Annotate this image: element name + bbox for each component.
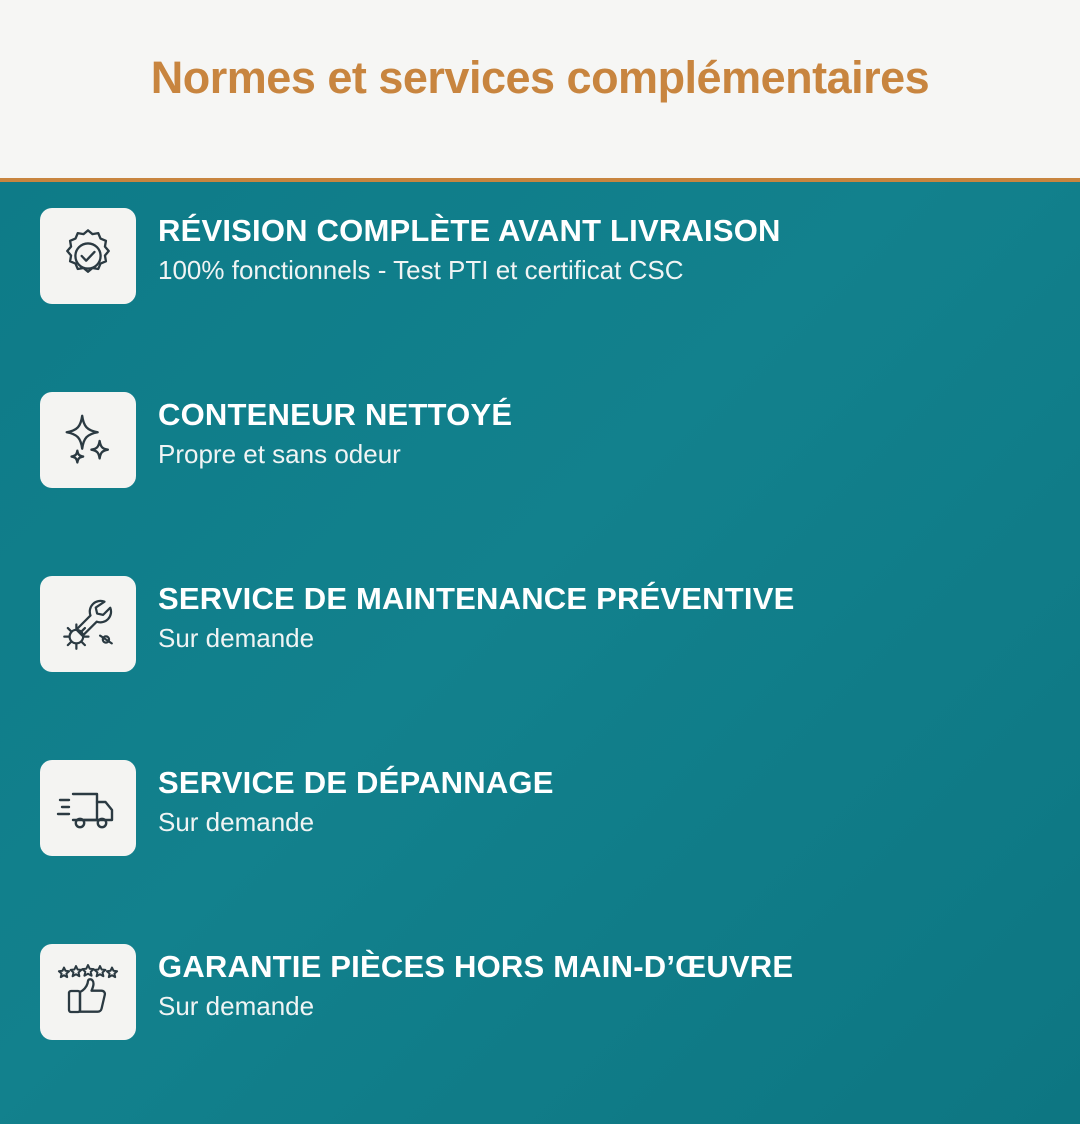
- feature-item: [0, 940, 1080, 1122]
- feature-text: [158, 388, 512, 470]
- feature-list: [0, 204, 1080, 1124]
- feature-title: CONTENEUR NETTOYÉ: [158, 397, 513, 432]
- wrench-gear-icon: [40, 576, 136, 672]
- feature-text: [158, 940, 793, 1022]
- feature-subtitle: Sur demande: [158, 990, 315, 1021]
- feature-title: GARANTIE PIÈCES HORS MAIN-D’ŒUVRE: [158, 949, 794, 984]
- feature-subtitle: Sur demande: [158, 806, 315, 837]
- feature-title: SERVICE DE MAINTENANCE PRÉVENTIVE: [158, 581, 795, 616]
- feature-item: [0, 204, 1080, 386]
- truck-icon: [40, 760, 136, 856]
- feature-item: [0, 756, 1080, 938]
- header: [0, 0, 1080, 178]
- features-section: [0, 182, 1080, 1124]
- feature-text: [158, 204, 781, 286]
- page-title: Normes et services complémentaires: [150, 52, 930, 103]
- feature-title: SERVICE DE DÉPANNAGE: [158, 765, 554, 800]
- feature-item: [0, 572, 1080, 754]
- feature-subtitle: Sur demande: [158, 622, 315, 653]
- sparkle-icon: [40, 392, 136, 488]
- feature-title: RÉVISION COMPLÈTE AVANT LIVRAISON: [158, 213, 781, 248]
- feature-subtitle: Propre et sans odeur: [158, 438, 401, 469]
- feature-subtitle: 100% fonctionnels - Test PTI et certificat CSC: [158, 254, 684, 285]
- feature-item: [0, 388, 1080, 570]
- feature-text: [158, 756, 554, 838]
- badge-check-icon: [40, 208, 136, 304]
- thumbs-up-stars-icon: [40, 944, 136, 1040]
- feature-text: [158, 572, 794, 654]
